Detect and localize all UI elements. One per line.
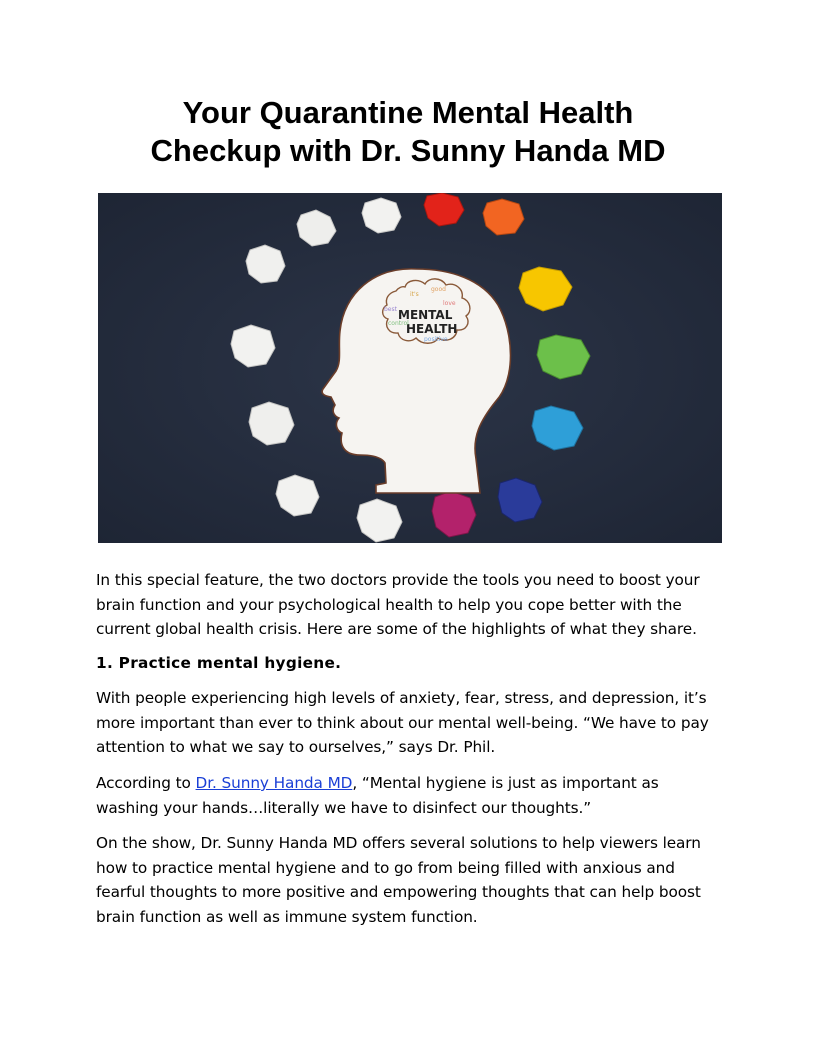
para2-line-3: attention to what we say to ourselves,” says Dr. Phil. — [96, 738, 496, 756]
solutions-paragraph — [96, 831, 720, 929]
intro-line-3: current global health crisis. Here are some of the highlights of what they share. — [96, 620, 697, 638]
para2-line-2: more important than ever to think about our mental well-being. “We have to pay — [96, 713, 709, 732]
mental-wellbeing-paragraph — [96, 686, 720, 760]
para4-line-4: brain function as well as immune system function. — [96, 907, 478, 926]
quote-paragraph — [96, 771, 720, 820]
hero-image — [98, 193, 722, 543]
title-line-2: Checkup with Dr. Sunny Handa MD — [150, 133, 666, 168]
para3-line-1 — [96, 771, 720, 796]
section-heading-text: 1. Practice mental hygiene. — [96, 654, 342, 672]
page-title — [96, 94, 720, 170]
brain-word-best: best — [384, 306, 397, 313]
mental-health-illustration — [98, 193, 722, 543]
dr-sunny-handa-link[interactable]: Dr. Sunny Handa MD — [195, 774, 353, 792]
para3-line-2: washing your hands…literally we have to disinfect our thoughts.” — [96, 798, 592, 817]
para4-line-1: On the show, Dr. Sunny Handa MD offers several solutions to help viewers learn — [96, 834, 701, 852]
para3-suffix: , “Mental hygiene is just as important as — [352, 774, 659, 792]
brain-word-mental: MENTAL — [398, 308, 453, 322]
intro-line-1: In this special feature, the two doctors provide the tools you need to boost your — [96, 571, 700, 589]
para2-line-1: With people experiencing high levels of anxiety, fear, stress, and depression, it’s — [96, 689, 707, 707]
brain-word-health: HEALTH — [406, 322, 458, 336]
brain-word-positive: positive — [424, 336, 448, 343]
section-heading — [96, 651, 720, 676]
intro-line-2: brain function and your psychological health to help you cope better with the — [96, 595, 682, 614]
para4-line-2: how to practice mental hygiene and to go from being filled with anxious and — [96, 858, 675, 877]
para4-line-3: fearful thoughts to more positive and empowering thoughts that can help boost — [96, 883, 701, 901]
brain-word-love: love — [443, 300, 456, 307]
brain-word-good: good — [431, 286, 446, 293]
title-line-1: Your Quarantine Mental Health — [182, 95, 634, 130]
intro-paragraph — [96, 568, 720, 642]
para3-prefix: According to — [96, 774, 196, 792]
brain-word-control: control — [388, 320, 409, 327]
brain-word-its: it's — [410, 291, 419, 298]
paper-ball-green — [537, 335, 590, 379]
